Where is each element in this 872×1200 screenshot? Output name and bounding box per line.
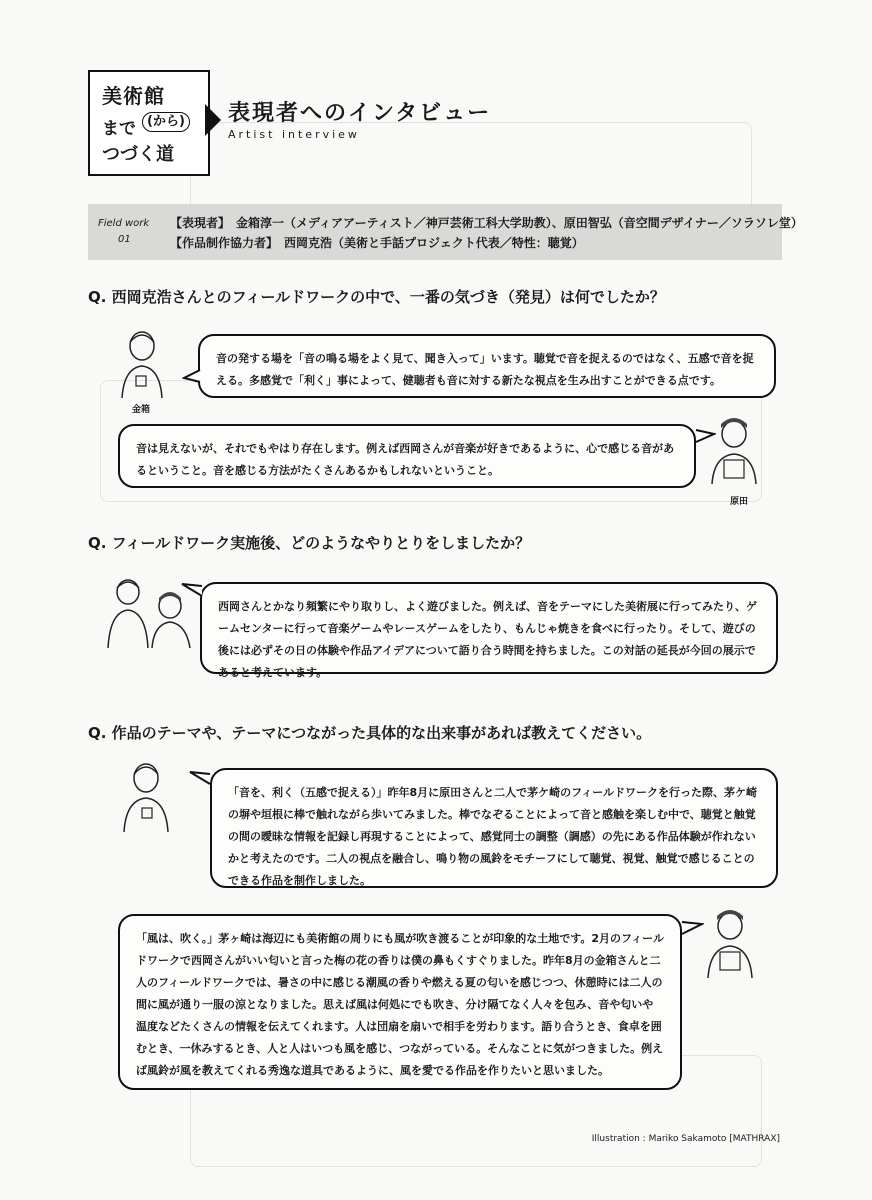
bubble-tail <box>188 770 212 788</box>
kanebako-illustration <box>116 760 176 832</box>
exhibition-logo <box>88 70 210 176</box>
logo-line3: つづく道 <box>102 144 174 165</box>
answer-text: 「風は、吹く。」茅ヶ崎は海辺にも美術館の周りにも風が吹き渡ることが印象的な土地です。2月のフィールドワークで西岡さんがいい匂いと言った梅の花の香りは僕の鼻もくすぐりました。昨年8月の金箱さんと二人のフィールドワークでは、暑さの中に感じる潮風の香りや燃える夏の匂いを感じつつ、休憩時には二人の間に風が通り一服の涼となりました。思えば風は何処にでも吹き、分け隔てなく人々を包み、音や匂いや温度などたくさんの情報を伝えてくれます。人は団扇を扇いで相手を労わります。語り合うとき、食卓を囲むとき、一休みするとき、人と人はいつも風を感じ、つながっている。そんなことに気がつきました。例えば風鈴が風を教えてくれる秀逸な道具であるように、風を愛でる作品を作りたいと思いました。 <box>136 932 664 1077</box>
bubble-tail <box>180 582 204 600</box>
speaker-label-kanebako: 金箱 <box>132 405 151 415</box>
logo-arrow-icon <box>205 104 221 136</box>
bubble-tail <box>182 368 202 384</box>
answer-text: 音の発する場を「音の鳴る場をよく見て、聞き入って」います。聴覚で音を捉えるのではなく、五感で音を捉える。多感覚で「利く」事によって、健聴者も音に対する新たな視点を生み出すことができる点です。 <box>216 352 754 387</box>
question-3: Q. 作品のテーマや、テーマにつながった具体的な出来事があれば教えてください。 <box>88 724 652 742</box>
answer-text: 音は見えないが、それでもやはり存在します。例えば西岡さんが音楽が好きであるように、心で感じる音があるということ。音を感じる方法がたくさんあるかもしれないということ。 <box>136 442 675 477</box>
credits-band <box>88 204 782 260</box>
kanebako-illustration <box>112 328 172 398</box>
page-subtitle: Artist interview <box>228 128 360 141</box>
harada-illustration <box>704 414 764 484</box>
credit-artists: 【表現者】 金箱淳一（メディアアーティスト／神戸芸術工科大学助教）、原田智弘（音空間デザイナー／ソラソレ堂） <box>170 216 803 230</box>
answer-bubble-3a <box>210 768 778 888</box>
question-2: Q. フィールドワーク実施後、どのようなやりとりをしましたか？ <box>88 534 531 552</box>
credit-collaborator: 【作品制作協力者】 西岡克浩（美術と手話プロジェクト代表／特性：聴覚） <box>170 236 584 250</box>
logo-badge: (から) <box>142 112 190 132</box>
answer-bubble-1b <box>118 424 696 488</box>
speaker-label-harada: 原田 <box>730 497 749 507</box>
question-1: Q. 西岡克浩さんとのフィールドワークの中で、一番の気づき（発見）は何でしたか？ <box>88 288 665 306</box>
logo-line1: 美術館 <box>102 84 165 108</box>
answer-text: 「音を、利く（五感で捉える）」昨年8月に原田さんと二人で茅ケ崎のフィールドワークを行った際、茅ケ崎の塀や垣根に棒で触れながら歩いてみました。棒でなぞることによって音と感触を楽しむ中で、聴覚と触覚の間の曖昧な情報を記録し再現することによって、感覚同士の調整（調感）の先にある作品体験が作れないかと考えたのです。二人の視点を融合し、鳴り物の風鈴をモチーフにして聴覚、視覚、触覚で感じることのできる作品を制作しました。 <box>228 786 758 887</box>
answer-bubble-3b <box>118 914 682 1090</box>
answer-bubble-1a <box>198 334 776 398</box>
logo-line2: まで <box>102 119 136 139</box>
fieldwork-label: Field work <box>98 218 150 229</box>
page-title: 表現者へのインタビュー <box>228 101 492 126</box>
fieldwork-number: 01 <box>118 234 131 245</box>
illustration-credit: Illustration : Mariko Sakamoto [MATHRAX] <box>591 1134 780 1144</box>
answer-text: 西岡さんとかなり頻繁にやり取りし、よく遊びました。例えば、音をテーマにした美術展に行ってみたり、ゲームセンターに行って音楽ゲームやレースゲームをしたり、もんじゃ焼きを食べに行ったり。そして、遊びの後には必ずその日の体験や作品アイデアについて語り合う時間を持ちました。この対話の延長が今回の展示であると考えています。 <box>218 600 757 679</box>
harada-illustration <box>700 906 760 978</box>
answer-bubble-2 <box>200 582 778 679</box>
